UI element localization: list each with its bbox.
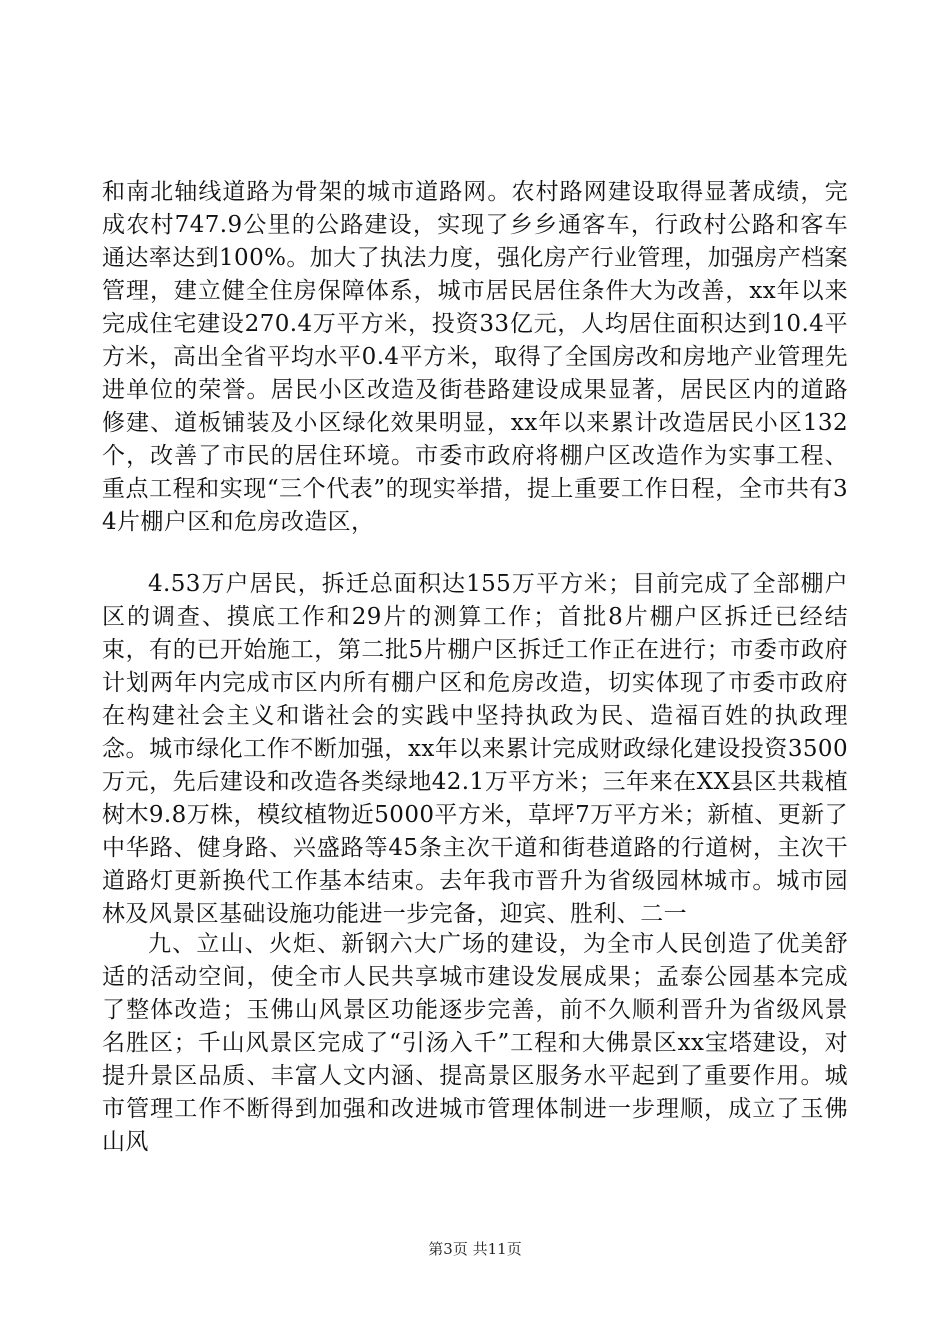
- body-paragraph-1: 和南北轴线道路为骨架的城市道路网。农村路网建设取得显著成绩，完成农村747.9公里的公路建设，实现了乡乡通客车，行政村公路和客车通达率达到100%。加大了执法力度，强化房产行业管理，加强房产档案管理，建立健全住房保障体系，城市居民居住条件大为改善，xx年以来完成住宅建设270.4万平方米，投资33亿元，人均居住面积达到10.4平方米，高出全省平均水平0.4平方米，取得了全国房改和房地产业管理先进单位的荣誉。居民小区改造及街巷路建设成果显著，居民区内的道路修建、道板铺装及小区绿化效果明显，xx年以来累计改造居民小区132个，改善了市民的居住环境。市委市政府将棚户区改造作为实事工程、重点工程和实现“三个代表”的现实举措，提上重要工作日程，全市共有34片棚户区和危房改造区，: [102, 179, 848, 535]
- body-paragraph-2: 4.53万户居民，拆迁总面积达155万平方米；目前完成了全部棚户区的调查、摸底工作和29片的测算工作；首批8片棚户区拆迁已经结束，有的已开始施工，第二批5片棚户区拆迁工作正在进行；市委市政府计划两年内完成市区内所有棚户区和危房改造，切实体现了市委市政府在构建社会主义和谐社会的实践中坚持执政为民、造福百姓的执政理念。城市绿化工作不断加强，xx年以来累计完成财政绿化建设投资3500万元，先后建设和改造各类绿地42.1万平方米；三年来在XX县区共栽植树木9.8万株，模纹植物近5000平方米，草坪7万平方米；新植、更新了中华路、健身路、兴盛路等45条主次干道和街巷道路的行道树，主次干道路灯更新换代工作基本结束。去年我市晋升为省级园林城市。城市园林及风景区基础设施功能进一步完备，迎宾、胜利、二一: [102, 571, 848, 927]
- body-paragraph-3: 九、立山、火炬、新钢六大广场的建设，为全市人民创造了优美舒适的活动空间，使全市人民共享城市建设发展成果；孟泰公园基本完成了整体改造；玉佛山风景区功能逐步完善，前不久顺利晋升为省级风景名胜区；千山风景区完成了“引汤入千”工程和大佛景区xx宝塔建设，对提升景区品质、丰富人文内涵、提高景区服务水平起到了重要作用。城市管理工作不断得到加强和改进城市管理体制进一步理顺，成立了玉佛山风: [102, 931, 848, 1155]
- page-footer: 第3页 共11页: [428, 1240, 522, 1258]
